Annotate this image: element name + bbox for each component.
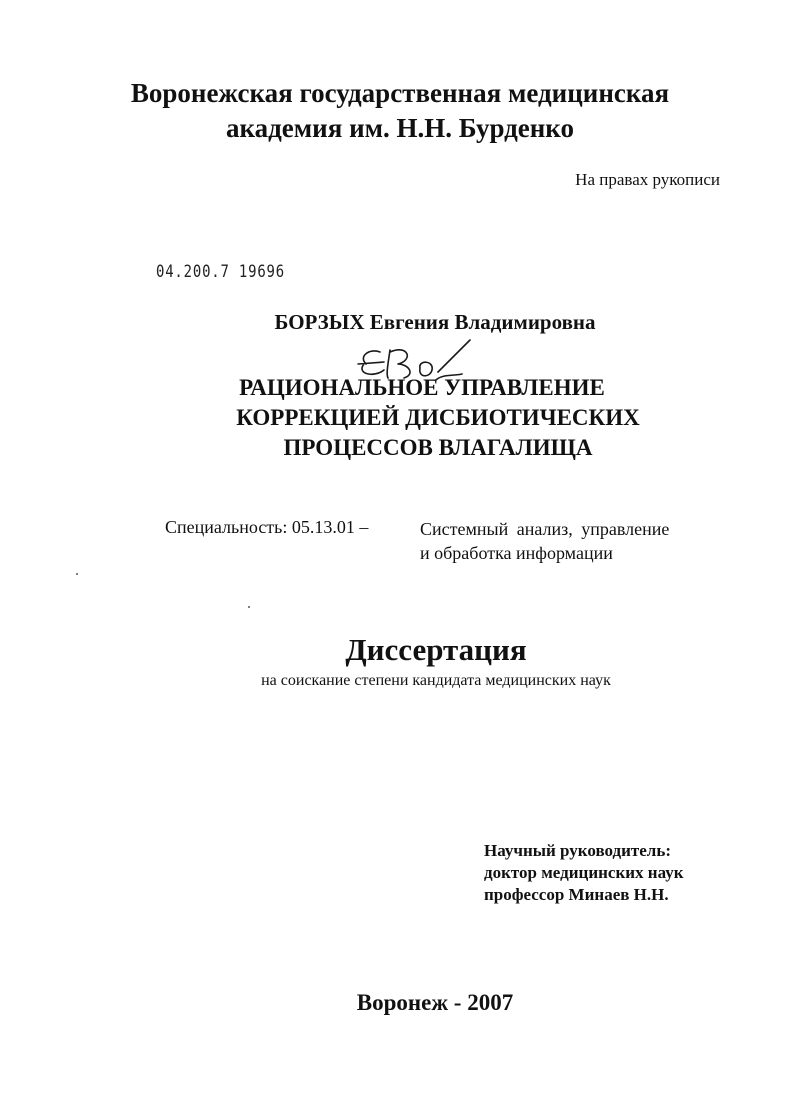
title-line-1: РАЦИОНАЛЬНОЕ УПРАВЛЕНИЕ [239,375,605,400]
degree-statement [0,672,800,690]
scan-speck [248,606,250,608]
institution-line-1: Воронежская государственная медицинская [130,78,670,108]
manuscript-note: На правах рукописи [575,170,720,189]
registration-number: 04.200.7 19696 [156,262,285,282]
author-name-text: БОРЗЫХ Евгения Владимировна [274,310,596,334]
author-name [0,310,800,335]
specialty-value [420,517,669,565]
supervisor-line-1: Научный руководитель: [484,841,671,860]
specialty-label: Специальность: 05.13.01 – [165,517,369,537]
specialty-line-1: Системный анализ, управление [420,519,670,539]
specialty-line-2: и обработка информации [420,543,613,563]
scientific-supervisor [484,840,684,906]
scan-speck [76,573,78,575]
document-type [0,632,800,668]
dissertation-title [0,373,800,463]
title-line-2: КОРРЕКЦИЕЙ ДИСБИОТИЧЕСКИХ [236,405,640,430]
document-type-text: Диссертация [345,632,527,667]
city-year-text: Воронеж - 2007 [356,990,514,1015]
institution-line-2: академия им. Н.Н. Бурденко [225,113,575,143]
institution-name [0,76,800,146]
title-line-3: ПРОЦЕССОВ ВЛАГАЛИЩА [283,435,593,460]
supervisor-line-3: профессор Минаев Н.Н. [484,885,669,904]
degree-statement-text: на соискание степени кандидата медицинских наук [261,672,611,689]
supervisor-line-2: доктор медицинских наук [484,863,684,882]
city-year [0,990,800,1016]
